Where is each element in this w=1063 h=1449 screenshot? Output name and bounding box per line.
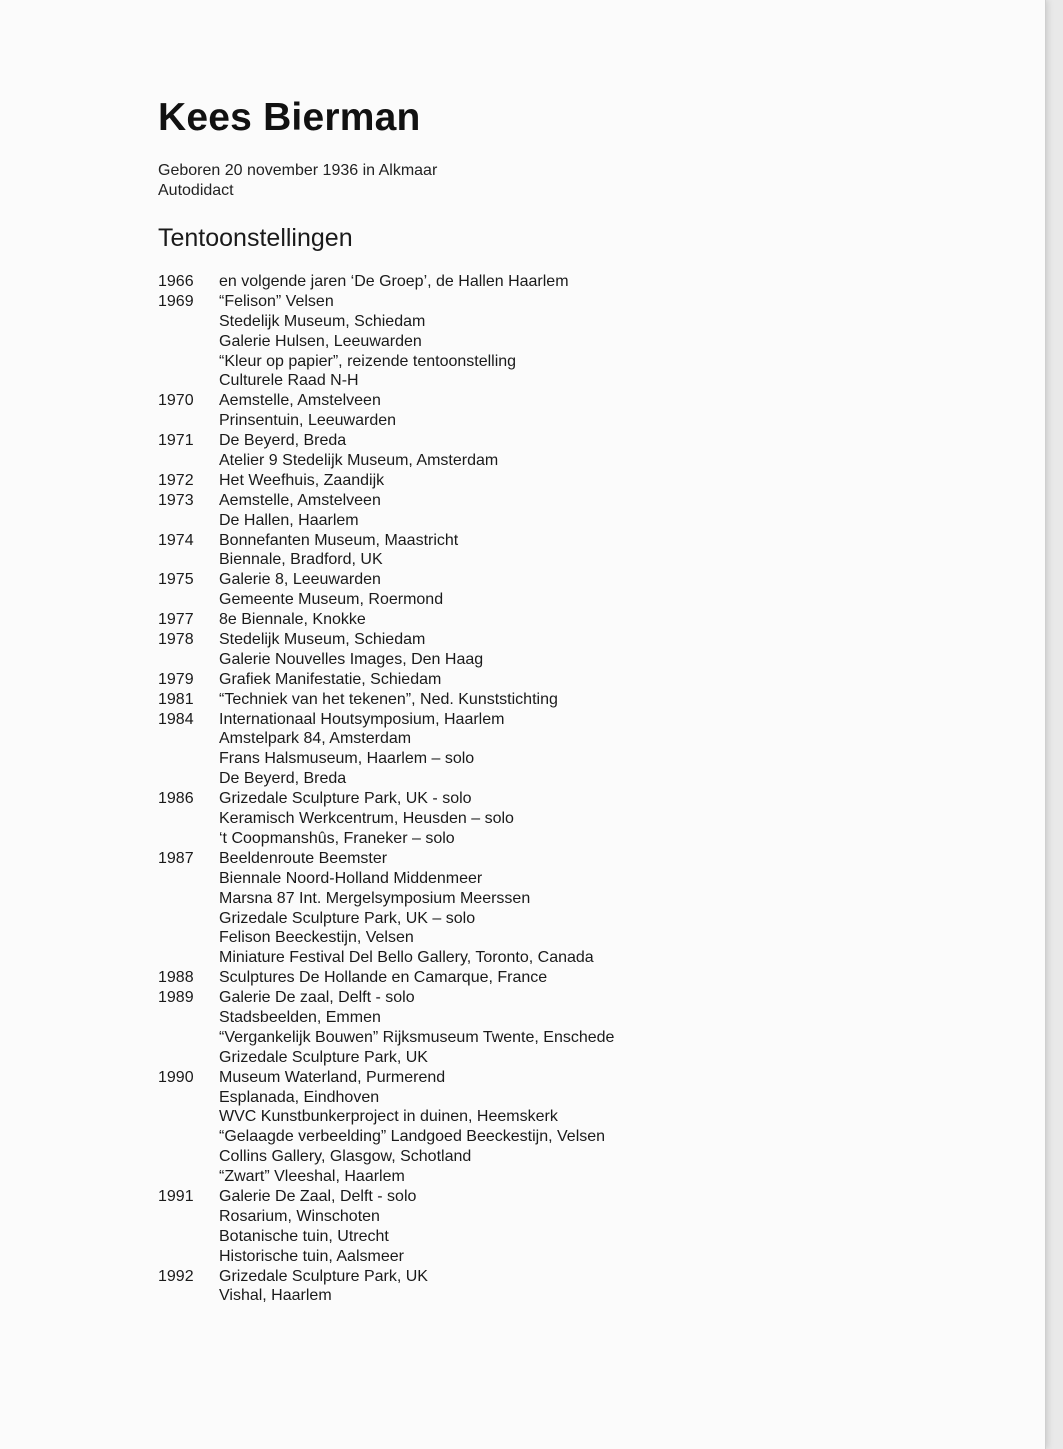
exhibition-entry: De Hallen, Haarlem (219, 511, 359, 529)
exhibition-entry: Gemeente Museum, Roermond (219, 591, 444, 609)
exhibition-entry: Rosarium, Winschoten (219, 1207, 380, 1225)
exhibition-year (158, 809, 219, 829)
exhibition-year-group (158, 272, 978, 292)
exhibition-entry: Galerie 8, Leeuwarden (219, 571, 381, 589)
exhibition-entry: Frans Halsmuseum, Haarlem – solo (219, 750, 475, 768)
exhibition-year (158, 1167, 219, 1187)
exhibition-row (158, 789, 978, 809)
exhibition-year: 1987 (158, 849, 194, 867)
exhibition-year: 1975 (158, 571, 194, 589)
exhibition-entry: ‘t Coopmanshûs, Franeker – solo (219, 829, 455, 847)
exhibition-year (158, 1286, 219, 1306)
exhibition-row (158, 411, 978, 431)
exhibition-year (158, 332, 219, 352)
exhibition-entry: Galerie De zaal, Delft - solo (219, 989, 415, 1007)
exhibition-entry: Bonnefanten Museum, Maastricht (219, 531, 459, 549)
exhibition-entry: Esplanada, Eindhoven (219, 1088, 380, 1106)
exhibition-row (158, 988, 978, 1008)
exhibition-year (158, 869, 219, 889)
exhibition-row (158, 869, 978, 889)
exhibition-year-group (158, 849, 978, 968)
exhibition-year (158, 829, 219, 849)
exhibition-year (158, 590, 219, 610)
exhibition-year (158, 411, 219, 431)
exhibition-year (158, 889, 219, 909)
exhibition-year: 1991 (158, 1187, 194, 1205)
exhibition-entry: Collins Gallery, Glasgow, Schotland (219, 1148, 472, 1166)
exhibition-row (158, 491, 978, 511)
exhibition-entry: Biennale Noord-Holland Middenmeer (219, 869, 483, 887)
exhibition-row (158, 1048, 978, 1068)
exhibition-year-group (158, 968, 978, 988)
exhibition-row (158, 928, 978, 948)
exhibition-year: 1979 (158, 670, 194, 688)
exhibition-year-group (158, 570, 978, 610)
exhibition-entry: “Techniek van het tekenen”, Ned. Kunststichting (219, 690, 558, 708)
exhibition-row (158, 511, 978, 531)
exhibition-row (158, 451, 978, 471)
exhibition-entry: Aemstelle, Amstelveen (219, 392, 381, 410)
exhibition-row (158, 1008, 978, 1028)
exhibition-year-group (158, 988, 978, 1068)
exhibition-year (158, 371, 219, 391)
exhibition-year: 1973 (158, 491, 194, 509)
exhibition-year (158, 729, 219, 749)
exhibition-year (158, 909, 219, 929)
exhibition-row (158, 570, 978, 590)
exhibition-row (158, 829, 978, 849)
exhibition-row (158, 391, 978, 411)
exhibition-row (158, 1247, 978, 1267)
exhibition-entry: Grizedale Sculpture Park, UK (219, 1048, 428, 1066)
exhibition-entry: Aemstelle, Amstelveen (219, 491, 381, 509)
exhibition-year: 1971 (158, 432, 194, 450)
exhibition-row (158, 292, 978, 312)
exhibition-year (158, 1147, 219, 1167)
exhibition-row (158, 1107, 978, 1127)
exhibition-year-group (158, 531, 978, 571)
education-info: Autodidact (158, 182, 234, 199)
exhibition-year (158, 1028, 219, 1048)
exhibition-year (158, 451, 219, 471)
exhibition-row (158, 332, 978, 352)
exhibition-entry: Grizedale Sculpture Park, UK – solo (219, 909, 476, 927)
exhibition-entry: “Felison” Velsen (219, 292, 334, 310)
exhibition-row (158, 968, 978, 988)
exhibition-year-group (158, 1068, 978, 1187)
exhibition-entry: Amstelpark 84, Amsterdam (219, 730, 412, 748)
exhibition-entry: “Zwart” Vleeshal, Haarlem (219, 1168, 405, 1186)
exhibition-year: 1969 (158, 292, 194, 310)
exhibition-entry: Galerie Hulsen, Leeuwarden (219, 332, 422, 350)
exhibition-entry: Stedelijk Museum, Schiedam (219, 631, 426, 649)
exhibition-year (158, 352, 219, 372)
exhibition-entry: 8e Biennale, Knokke (219, 611, 366, 629)
exhibition-year (158, 312, 219, 332)
exhibition-row (158, 729, 978, 749)
birth-info: Geboren 20 november 1936 in Alkmaar (158, 162, 438, 179)
exhibition-entry: en volgende jaren ‘De Groep’, de Hallen Haarlem (219, 273, 569, 290)
exhibition-row (158, 710, 978, 730)
exhibition-year-group (158, 789, 978, 849)
exhibition-year: 1990 (158, 1068, 194, 1086)
exhibition-entry: “Kleur op papier”, reizende tentoonstelling (219, 352, 517, 370)
exhibition-year-group (158, 1187, 978, 1267)
exhibition-year (158, 769, 219, 789)
exhibition-entry: Culturele Raad N-H (219, 372, 359, 390)
exhibition-year (158, 749, 219, 769)
exhibition-row (158, 1286, 978, 1306)
exhibition-entry: Botanische tuin, Utrecht (219, 1227, 389, 1245)
exhibition-entry: WVC Kunstbunkerproject in duinen, Heemskerk (219, 1108, 558, 1126)
exhibition-row (158, 352, 978, 372)
exhibition-entry: Internationaal Houtsymposium, Haarlem (219, 710, 505, 728)
exhibition-row (158, 312, 978, 332)
exhibition-entry: Keramisch Werkcentrum, Heusden – solo (219, 810, 514, 828)
exhibition-row (158, 1207, 978, 1227)
exhibition-year: 1974 (158, 531, 194, 549)
exhibition-entry: Museum Waterland, Purmerend (219, 1068, 446, 1086)
exhibition-year-group (158, 431, 978, 471)
exhibition-year: 1984 (158, 710, 194, 728)
exhibition-list (158, 272, 978, 1306)
exhibition-year (158, 1107, 219, 1127)
section-heading: Tentoonstellingen (158, 224, 353, 252)
exhibition-row (158, 1187, 978, 1207)
exhibition-entry: “Gelaagde verbeelding” Landgoed Beeckestijn, Velsen (219, 1128, 606, 1146)
exhibition-year: 1989 (158, 989, 194, 1007)
exhibition-entry: Marsna 87 Int. Mergelsymposium Meerssen (219, 889, 531, 907)
person-name: Kees Bierman (158, 96, 421, 139)
exhibition-row (158, 1028, 978, 1048)
exhibition-year: 1986 (158, 790, 194, 808)
exhibition-year (158, 1008, 219, 1028)
exhibition-entry: Beeldenroute Beemster (219, 849, 388, 867)
exhibition-row (158, 431, 978, 451)
exhibition-row (158, 749, 978, 769)
exhibition-row (158, 650, 978, 670)
exhibition-row (158, 690, 978, 710)
exhibition-entry: Prinsentuin, Leeuwarden (219, 412, 397, 430)
exhibition-row (158, 1227, 978, 1247)
exhibition-row (158, 471, 978, 491)
exhibition-entry: Biennale, Bradford, UK (219, 551, 383, 569)
exhibition-year-group (158, 630, 978, 670)
exhibition-year (158, 1247, 219, 1267)
exhibition-entry: Felison Beeckestijn, Velsen (219, 929, 414, 947)
exhibition-entry: De Beyerd, Breda (219, 770, 347, 788)
exhibition-year: 1981 (158, 690, 194, 708)
exhibition-year: 1972 (158, 471, 194, 489)
exhibition-entry: Galerie Nouvelles Images, Den Haag (219, 650, 484, 668)
exhibition-year-group (158, 710, 978, 790)
exhibition-year-group (158, 1267, 978, 1307)
exhibition-entry: Sculptures De Hollande en Camarque, France (219, 969, 548, 987)
exhibition-row (158, 1068, 978, 1088)
exhibition-row (158, 371, 978, 391)
exhibition-year: 1966 (158, 273, 194, 290)
exhibition-year-group (158, 610, 978, 630)
exhibition-year-group (158, 690, 978, 710)
exhibition-year-group (158, 491, 978, 531)
exhibition-year (158, 948, 219, 968)
exhibition-year (158, 1127, 219, 1147)
exhibition-row (158, 809, 978, 829)
exhibition-year (158, 511, 219, 531)
exhibition-entry: Grafiek Manifestatie, Schiedam (219, 670, 442, 688)
exhibition-year (158, 1088, 219, 1108)
exhibition-entry: Het Weefhuis, Zaandijk (219, 471, 385, 489)
exhibition-year-group (158, 391, 978, 431)
exhibition-year-group (158, 292, 978, 391)
exhibition-entry: Vishal, Haarlem (219, 1287, 332, 1305)
exhibition-row (158, 272, 978, 292)
exhibition-row (158, 531, 978, 551)
exhibition-row (158, 769, 978, 789)
exhibition-entry: Miniature Festival Del Bello Gallery, Toronto, Canada (219, 949, 594, 967)
exhibition-row (158, 909, 978, 929)
exhibition-row (158, 610, 978, 630)
exhibition-row (158, 1167, 978, 1187)
exhibition-year (158, 650, 219, 670)
exhibition-entry: De Beyerd, Breda (219, 432, 347, 450)
exhibition-year-group (158, 670, 978, 690)
exhibition-row (158, 849, 978, 869)
exhibition-row (158, 1088, 978, 1108)
exhibition-row (158, 1147, 978, 1167)
exhibition-row (158, 670, 978, 690)
exhibition-year (158, 1227, 219, 1247)
exhibition-year-group (158, 471, 978, 491)
exhibition-entry: Stadsbeelden, Emmen (219, 1008, 381, 1026)
exhibition-row (158, 550, 978, 570)
exhibition-year (158, 550, 219, 570)
exhibition-year (158, 1207, 219, 1227)
exhibition-year (158, 928, 219, 948)
exhibition-row (158, 1127, 978, 1147)
exhibition-year: 1977 (158, 611, 194, 629)
exhibition-year: 1992 (158, 1267, 194, 1285)
exhibition-row (158, 889, 978, 909)
exhibition-year: 1988 (158, 969, 194, 987)
exhibition-entry: Grizedale Sculpture Park, UK - solo (219, 790, 472, 808)
exhibition-year (158, 1048, 219, 1068)
exhibition-entry: “Vergankelijk Bouwen” Rijksmuseum Twente, Enschede (219, 1028, 615, 1046)
exhibition-row (158, 590, 978, 610)
exhibition-entry: Historische tuin, Aalsmeer (219, 1247, 404, 1265)
exhibition-entry: Atelier 9 Stedelijk Museum, Amsterdam (219, 452, 499, 470)
exhibition-entry: Stedelijk Museum, Schiedam (219, 312, 426, 330)
exhibition-entry: Galerie De Zaal, Delft - solo (219, 1187, 417, 1205)
exhibition-year: 1970 (158, 392, 194, 410)
exhibition-entry: Grizedale Sculpture Park, UK (219, 1267, 428, 1285)
exhibition-row (158, 948, 978, 968)
exhibition-year: 1978 (158, 631, 194, 649)
exhibition-row (158, 1267, 978, 1287)
bio-block (158, 161, 437, 201)
exhibition-row (158, 630, 978, 650)
